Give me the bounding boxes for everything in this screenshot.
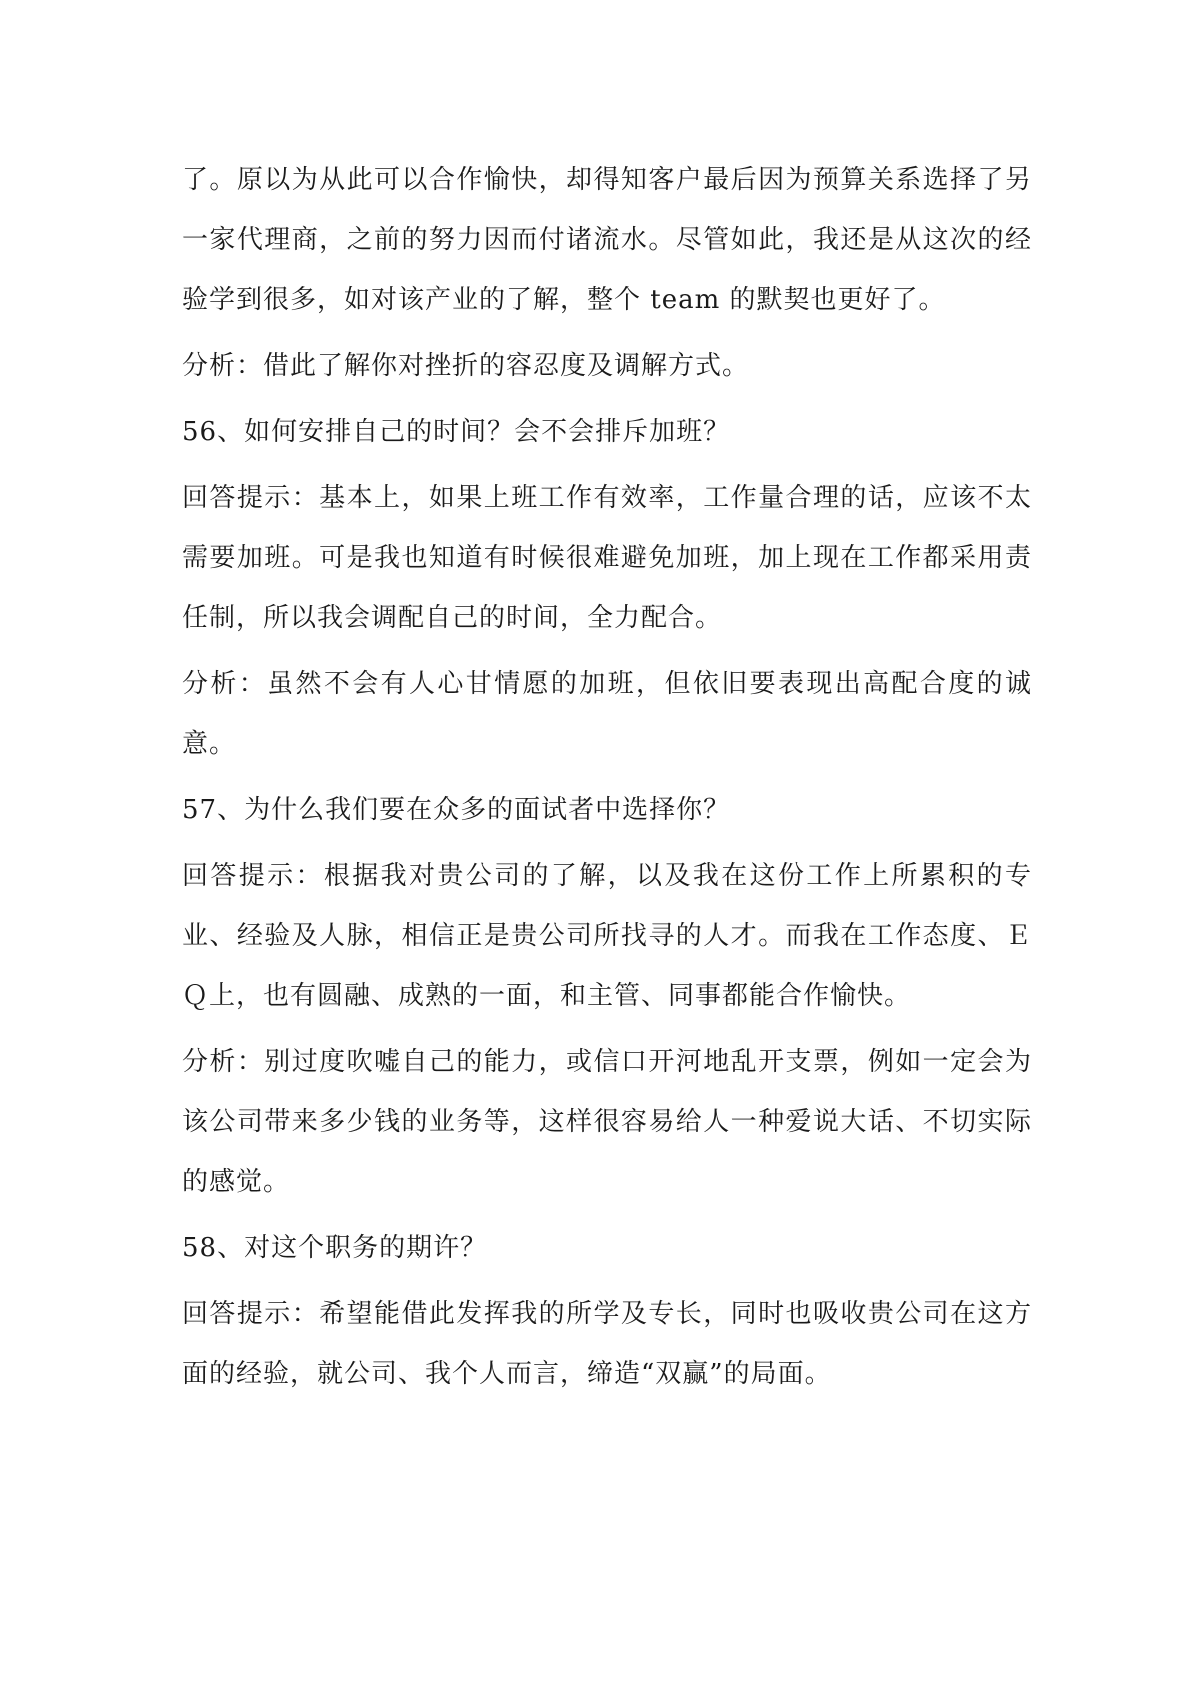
answer-hint-58: 回答提示：希望能借此发挥我的所学及专长，同时也吸收贵公司在这方面的经验，就公司、我个人而言，缔造“双赢”的局面。 bbox=[182, 1299, 1032, 1389]
paragraph-analysis-57: 分析：别过度吹嘘自己的能力，或信口开河地乱开支票，例如一定会为该公司带来多少钱的业务等，这样很容易给人一种爱说大话、不切实际的感觉。 bbox=[182, 1047, 1032, 1197]
paragraph-analysis-55: 分析：借此了解你对挫折的容忍度及调解方式。 bbox=[182, 351, 750, 381]
answer-hint-56: 回答提示：基本上，如果上班工作有效率，工作量合理的话，应该不太需要加班。可是我也知道有时候很难避免加班，加上现在工作都采用责任制，所以我会调配自己的时间，全力配合。 bbox=[182, 483, 1032, 633]
question-57: 57、为什么我们要在众多的面试者中选择你？ bbox=[182, 795, 731, 825]
question-58: 58、对这个职务的期许？ bbox=[182, 1233, 488, 1263]
paragraph-analysis-56: 分析：虽然不会有人心甘情愿的加班，但依旧要表现出高配合度的诚意。 bbox=[182, 669, 1032, 759]
document-body bbox=[182, 150, 1032, 1410]
question-56: 56、如何安排自己的时间？会不会排斥加班？ bbox=[182, 417, 731, 447]
paragraph-continuation: 了。原以为从此可以合作愉快，却得知客户最后因为预算关系选择了另一家代理商，之前的努力因而付诸流水。尽管如此，我还是从这次的经验学到很多，如对该产业的了解，整个 team 的默契也更好了。 bbox=[182, 165, 1032, 315]
answer-hint-57: 回答提示：根据我对贵公司的了解，以及我在这份工作上所累积的专业、经验及人脉，相信正是贵公司所找寻的人才。而我在工作态度、ＥＱ上，也有圆融、成熟的一面，和主管、同事都能合作愉快。 bbox=[182, 861, 1032, 1011]
